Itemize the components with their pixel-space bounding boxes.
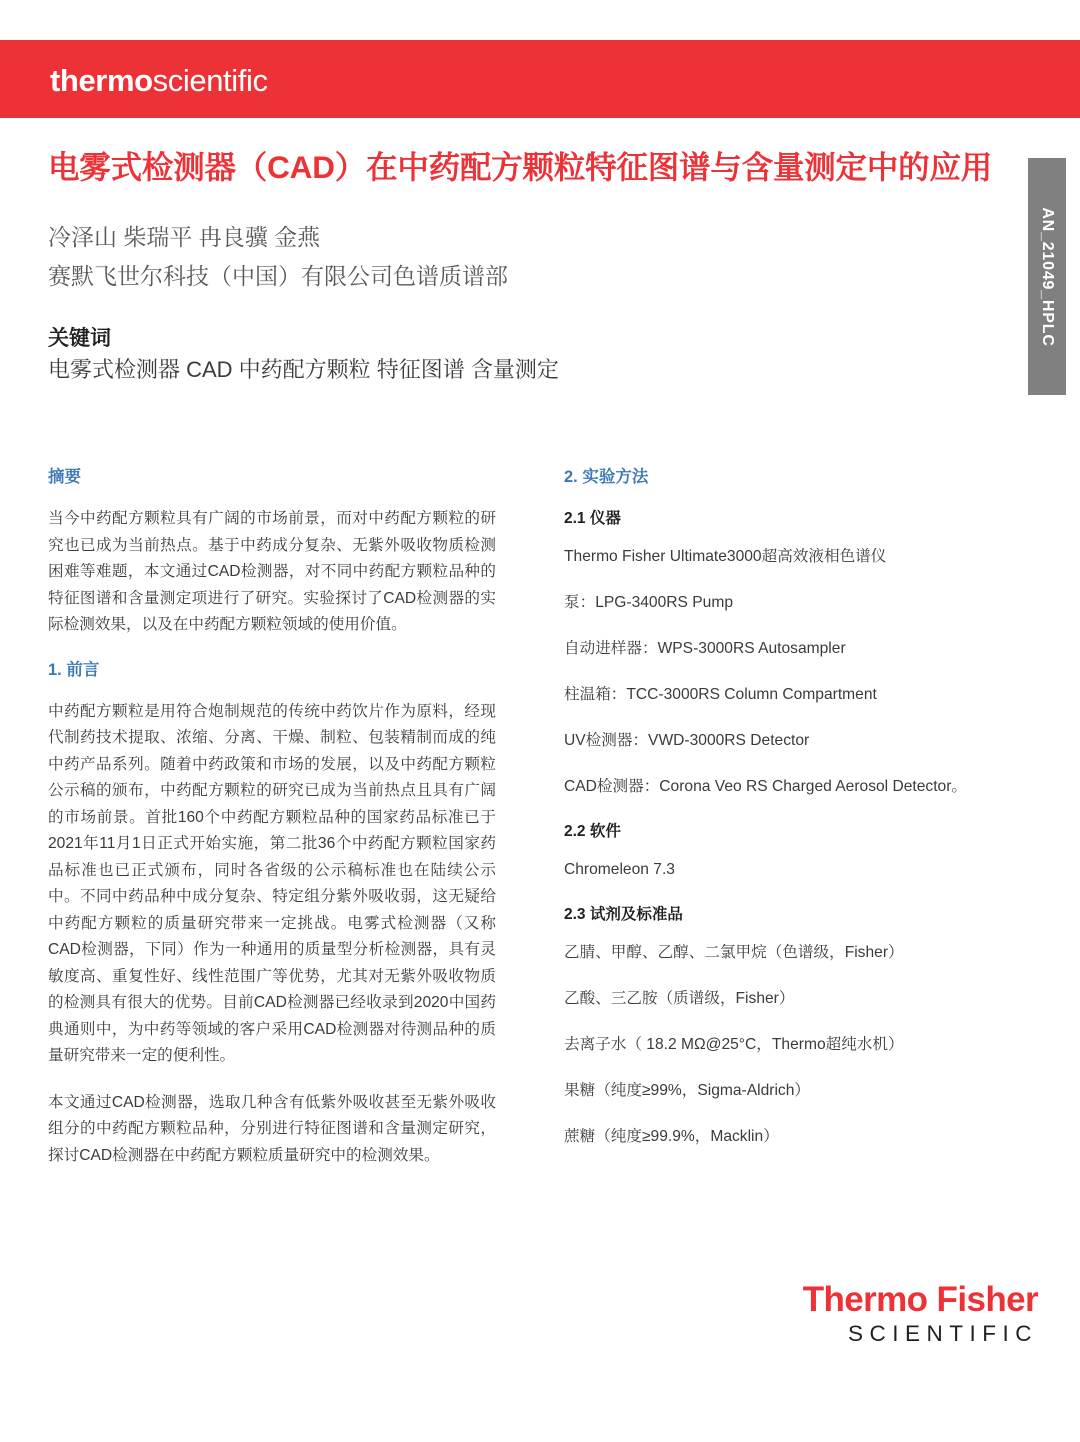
- affiliation: 赛默飞世尔科技（中国）有限公司色谱质谱部: [48, 263, 508, 289]
- page-title: 电雾式检测器（CAD）在中药配方颗粒特征图谱与含量测定中的应用: [48, 149, 993, 185]
- introduction-paragraph-1: 中药配方颗粒是用符合炮制规范的传统中药饮片作为原料，经现代制药技术提取、浓缩、分离、干燥、制粒、包装精制而成的纯中药产品系列。随着中药政策和市场的发展，以及中药配方颗粒公示稿的颁布，中药配方颗粒的研究已成为当前热点且具有广阔的市场前景。首批160个中药配方颗粒品种的国家药品标准已于2021年11月1日正式开始实施，第二批36个中药配方颗粒国家药品标准也已正式颁布，同时各省级的公示稿标准也在陆续公示中。不同中药品种中成分复杂、特定组分紫外吸收弱，这无疑给中药配方颗粒的质量研究带来一定挑战。电雾式检测器（又称CAD检测器，下同）作为一种通用的质量型分析检测器，具有灵敏度高、重复性好、线性范围广等优势，尤其对无紫外吸收物质的检测具有很大的优势。目前CAD检测器已经收录到2020中国药典通则中，为中药等领域的客户采用CAD检测器对待测品种的质量研究带来一定的便利性。: [48, 702, 496, 1064]
- instrument-item: CAD检测器：Corona Veo RS Charged Aerosol Detector。: [564, 778, 968, 795]
- instrument-item: 柱温箱：TCC-3000RS Column Compartment: [564, 686, 877, 703]
- keywords-label: 关键词: [48, 327, 111, 350]
- instrument-item: Thermo Fisher Ultimate3000超高效液相色谱仪: [564, 548, 887, 565]
- document-code-tab: [1028, 158, 1066, 395]
- right-column: [564, 466, 1012, 1189]
- thermo-scientific-logo: [50, 64, 268, 98]
- reagent-item: 果糖（纯度≥99%，Sigma-Aldrich）: [564, 1082, 810, 1099]
- author-list: 冷泽山 柴瑞平 冉良骥 金燕: [48, 224, 321, 250]
- methods-heading: 2. 实验方法: [564, 468, 649, 486]
- document-code-label: AN_21049_HPLC: [1039, 206, 1056, 347]
- left-column: [48, 466, 496, 1189]
- footer-logo-subtitle: SCIENTIFIC: [847, 1321, 1038, 1346]
- instruments-heading: 2.1 仪器: [564, 510, 621, 527]
- instrument-item: 泵：LPG-3400RS Pump: [564, 594, 734, 611]
- instrument-item: UV检测器：VWD-3000RS Detector: [564, 732, 810, 749]
- reagent-item: 蔗糖（纯度≥99.9%，Macklin）: [564, 1128, 779, 1145]
- reagents-heading: 2.3 试剂及标准品: [564, 906, 683, 923]
- keywords-text: 电雾式检测器 CAD 中药配方颗粒 特征图谱 含量测定: [48, 357, 559, 382]
- software-item: Chromeleon 7.3: [564, 861, 675, 878]
- logo-scientific-text: scientific: [152, 63, 268, 98]
- title-block: [48, 146, 1010, 386]
- thermo-fisher-scientific-footer-logo: [768, 1281, 1038, 1347]
- introduction-paragraph-2: 本文通过CAD检测器，选取几种含有低紫外吸收甚至无紫外吸收组分的中药配方颗粒品种，分别进行特征图谱和含量测定研究，探讨CAD检测器在中药配方颗粒质量研究中的检测效果。: [48, 1093, 496, 1164]
- introduction-heading: 1. 前言: [48, 660, 100, 679]
- logo-thermo-text: thermo: [50, 63, 153, 98]
- abstract-heading: 摘要: [48, 468, 81, 486]
- footer-logo-name: Thermo Fisher: [802, 1280, 1038, 1319]
- keywords-block: [48, 324, 1010, 386]
- reagent-item: 去离子水（ 18.2 MΩ@25°C，Thermo超纯水机）: [564, 1036, 904, 1053]
- instrument-item: 自动进样器：WPS-3000RS Autosampler: [564, 640, 846, 657]
- software-heading: 2.2 软件: [564, 823, 621, 840]
- reagent-item: 乙腈、甲醇、乙醇、二氯甲烷（色谱级，Fisher）: [564, 944, 904, 961]
- reagent-item: 乙酸、三乙胺（质谱级，Fisher）: [564, 990, 795, 1007]
- body-columns: [48, 466, 1012, 1189]
- abstract-paragraph: 当今中药配方颗粒具有广阔的市场前景，而对中药配方颗粒的研究也已成为当前热点。基于中药成分复杂、无紫外吸收物质检测困难等难题，本文通过CAD检测器，对不同中药配方颗粒品种的特征图谱和含量测定项进行了研究。实验探讨了CAD检测器的实际检测效果，以及在中药配方颗粒领域的使用价值。: [48, 510, 496, 633]
